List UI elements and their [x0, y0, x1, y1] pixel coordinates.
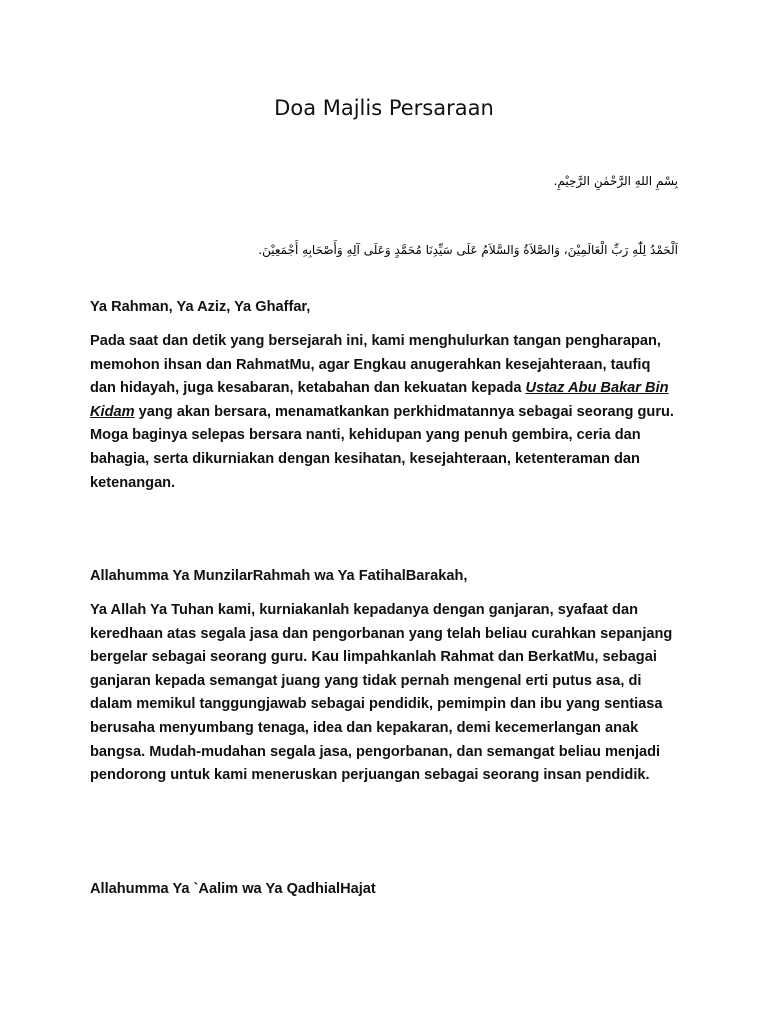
honoree-name: Ustaz Abu Bakar Bin Kidam: [90, 380, 669, 420]
prayer-paragraph-1: [90, 330, 680, 495]
prayer-paragraph-2: Ya Allah Ya Tuhan kami, kurniakanlah kepadanya dengan ganjaran, syafaat dan keredhaan atas segala jasa dan pengorbanan yang telah beliau curahkan sepanjang bergelar sebagai seorang guru. Kau limpahkanlah Rahmat dan BerkatMu, sebagai ganjaran kepada semangat juang yang tidak pernah mengenal erti putus asa, di dalam memikul tanggungjawab sebagai pendidik, pemimpin dan ibu yang sentiasa berusaha menyumbang tenaga, idea dan kepakaran, demi kecemerlangan anak bangsa. Mudah-mudahan segala jasa, pengorbanan, dan semangat beliau menjadi pendorong untuk kami meneruskan perjuangan sebagai seorang insan pendidik.: [90, 602, 673, 784]
arabic-hamdalah: اَلْحَمْدُ لِلّٰهِ رَبِّ الْعَالَمِيْنَ، وَالصَّلاَةُ وَالسَّلاَمُ عَلَى سَيِّدِنَا مُحَمَّدٍ وَعَلَى آلِهِ وَأَصْحَابِهِ أَجْمَعِيْنَ.: [258, 243, 678, 257]
paragraph-1-text-start: Pada saat dan detik yang bersejarah ini, kami menghulurkan tangan pengharapan, memohon ihsan dan RahmatMu, agar Engkau anugerahkan kesejahteraan, taufiq dan hidayah, juga kesabaran, ketabahan dan kekuatan kepada: [90, 333, 661, 397]
prayer-heading-3: Allahumma Ya `Aalim wa Ya QadhialHajat: [90, 881, 376, 897]
document-title: Doa Majlis Persaraan: [274, 96, 494, 120]
arabic-basmalah: بِسْمِ اللهِ الرَّحْمٰنِ الرَّحِيْمِ.: [553, 174, 678, 188]
paragraph-1-text-end: yang akan bersara, menamatkankan perkhidmatannya sebagai seorang guru. Moga baginya selepas bersara nanti, kehidupan yang penuh gembira, ceria dan bahagia, serta dikurniakan dengan kesihatan, kesejahteraan, ketenteraman dan ketenangan.: [90, 403, 674, 491]
prayer-heading-1: Ya Rahman, Ya Aziz, Ya Ghaffar,: [90, 299, 311, 315]
prayer-heading-2: Allahumma Ya MunzilarRahmah wa Ya FatihalBarakah,: [90, 568, 468, 584]
